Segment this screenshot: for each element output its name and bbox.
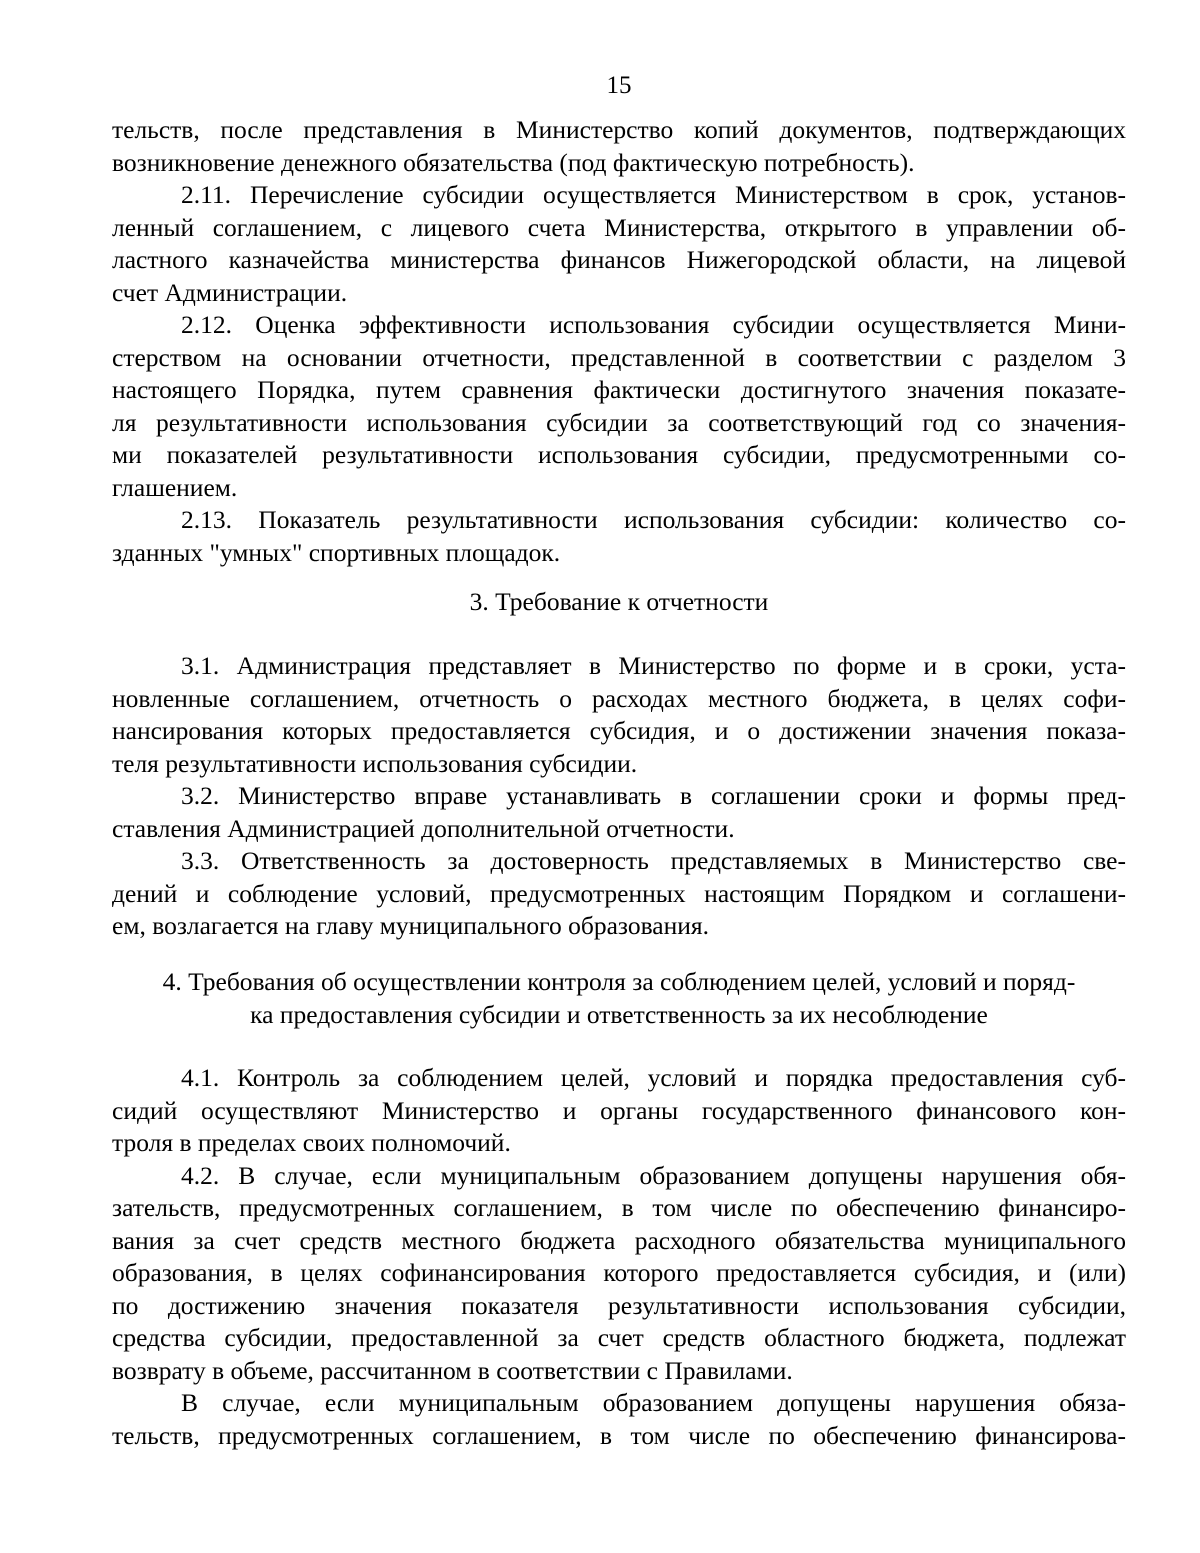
text-line: ми показателей результативности использования субсидии, предусмотренными со- — [112, 440, 1126, 469]
paragraph-2-11: 2.11. Перечисление субсидии осуществляется Министерством в срок, установ- — [181, 180, 1126, 209]
paragraph-3-2: 3.2. Министерство вправе устанавливать в соглашении сроки и формы пред- — [181, 781, 1126, 810]
text-line: настоящего Порядка, путем сравнения фактически достигнутого значения показате- — [112, 375, 1126, 404]
text-line: троля в пределах своих полномочий. — [112, 1128, 511, 1157]
text-line: ленный соглашением, с лицевого счета Министерства, открытого в управлении об- — [112, 212, 1126, 242]
text-line: зательств, предусмотренных соглашением, в том числе по обеспечению финансиро- — [112, 1193, 1126, 1222]
text-line: дений и соблюдение условий, предусмотренных настоящим Порядком и соглашени- — [112, 878, 1126, 908]
section-4-heading — [112, 966, 1126, 1031]
text-line: по достижению значения показателя результативности использования субсидии, — [112, 1290, 1126, 1320]
heading-line: 4. Требования об осуществлении контроля за соблюдением целей, условий и поряд- — [162, 967, 1076, 996]
text-line: образования, в целях софинансирования которого предоставляется субсидия, и (или) — [112, 1258, 1126, 1287]
paragraph-2-13: 2.13. Показатель результативности использования субсидии: количество со- — [181, 505, 1126, 534]
text-line: глашением. — [112, 472, 238, 502]
page-number: 15 — [606, 72, 632, 99]
text-line: тельств, предусмотренных соглашением, в том числе по обеспечению финансирова- — [112, 1420, 1126, 1450]
paragraph-3-1: 3.1. Администрация представляет в Министерство по форме и в сроки, уста- — [181, 651, 1126, 680]
text-line: ля результативности использования субсидии за соответствующий год со значения- — [112, 407, 1126, 437]
text-line: теля результативности использования субсидии. — [112, 748, 638, 778]
text-line: новленные соглашением, отчетность о расходах местного бюджета, в целях софи- — [112, 683, 1126, 713]
text-line: вания за счет средств местного бюджета расходного обязательства муниципального — [112, 1225, 1126, 1255]
paragraph-2-12: 2.12. Оценка эффективности использования субсидии осуществляется Мини- — [181, 310, 1126, 339]
text-line: ставления Администрацией дополнительной отчетности. — [112, 813, 735, 843]
paragraph-4-1: 4.1. Контроль за соблюдением целей, условий и порядка предоставления суб- — [181, 1063, 1126, 1092]
text-line: возникновение денежного обязательства (под фактическую потребность). — [112, 147, 915, 177]
section-2-continuation — [112, 114, 1126, 569]
text-line: возврату в объеме, рассчитанном в соответствии с Правилами. — [112, 1355, 793, 1385]
section-3-heading — [112, 586, 1126, 619]
paragraph-4-2: 4.2. В случае, если муниципальным образованием допущены нарушения обя- — [181, 1160, 1126, 1190]
section-3-body — [112, 650, 1126, 943]
text-line: нансирования которых предоставляется субсидия, и о достижении значения показа- — [112, 716, 1126, 745]
section-4-body — [112, 1062, 1126, 1452]
text-line: сидий осуществляют Министерство и органы государственного финансового кон- — [112, 1095, 1126, 1125]
heading-line: 3. Требование к отчетности — [469, 587, 769, 616]
text-line: ластного казначейства министерства финансов Нижегородской области, на лицевой — [112, 245, 1126, 274]
text-line: стерством на основании отчетности, представленной в соответствии с разделом 3 — [112, 342, 1126, 372]
text-line: счет Администрации. — [112, 277, 348, 307]
heading-line: ка предоставления субсидии и ответственность за их несоблюдение — [250, 999, 988, 1029]
text-line: средства субсидии, предоставленной за счет средств областного бюджета, подлежат — [112, 1323, 1126, 1352]
text-line: ем, возлагается на главу муниципального образования. — [112, 911, 709, 940]
text-line: зданных "умных" спортивных площадок. — [112, 537, 561, 567]
paragraph-3-3: 3.3. Ответственность за достоверность представляемых в Министерство све- — [181, 846, 1126, 875]
text-line: тельств, после представления в Министерство копий документов, подтверждающих — [112, 115, 1126, 144]
paragraph-4-2-cont: В случае, если муниципальным образованием допущены нарушения обяза- — [181, 1388, 1126, 1417]
